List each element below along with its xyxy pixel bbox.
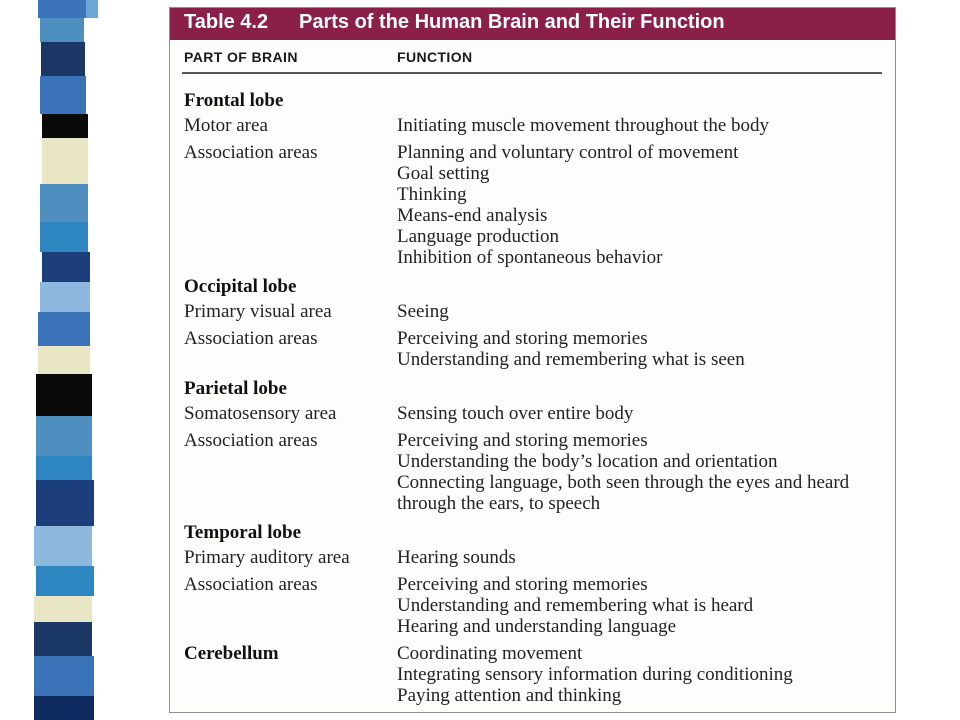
function-line: Initiating muscle movement throughout the body <box>397 115 770 136</box>
section-heading: Frontal lobe <box>184 90 284 111</box>
function-line: Perceiving and storing memories <box>397 328 648 349</box>
table-title-bar <box>170 8 895 40</box>
function-line: Coordinating movement <box>397 643 583 664</box>
part-label: Association areas <box>184 574 318 595</box>
section-heading: Cerebellum <box>184 643 279 664</box>
strip-block <box>40 282 90 312</box>
function-line: Goal setting <box>397 163 490 184</box>
decorative-strip <box>0 0 110 720</box>
part-label: Primary auditory area <box>184 547 350 568</box>
function-line: Integrating sensory information during conditioning <box>397 664 793 685</box>
table-panel <box>169 7 896 713</box>
part-label: Association areas <box>184 142 318 163</box>
section-heading: Occipital lobe <box>184 276 297 297</box>
strip-block <box>40 222 88 252</box>
strip-block <box>38 312 90 346</box>
function-line: Connecting language, both seen through the eyes and heard <box>397 472 850 493</box>
function-line: Planning and voluntary control of movement <box>397 142 739 163</box>
strip-block <box>40 76 86 114</box>
function-line: Sensing touch over entire body <box>397 403 634 424</box>
column-header-function: FUNCTION <box>397 49 473 65</box>
section-heading: Temporal lobe <box>184 522 301 543</box>
function-line: Understanding the body’s location and orientation <box>397 451 778 472</box>
strip-block <box>36 416 92 456</box>
strip-block <box>42 138 88 184</box>
strip-block <box>36 456 92 480</box>
table-title: Parts of the Human Brain and Their Function <box>299 11 725 33</box>
strip-block <box>42 252 90 282</box>
function-line: Perceiving and storing memories <box>397 430 648 451</box>
part-label: Association areas <box>184 430 318 451</box>
part-label: Motor area <box>184 115 268 136</box>
function-line: Understanding and remembering what is heard <box>397 595 754 616</box>
strip-block <box>42 114 88 138</box>
part-label: Somatosensory area <box>184 403 337 424</box>
strip-block <box>41 42 85 76</box>
function-line: Understanding and remembering what is seen <box>397 349 745 370</box>
function-line: Thinking <box>397 184 467 205</box>
strip-block <box>34 696 94 720</box>
function-line: Hearing sounds <box>397 547 516 568</box>
strip-block <box>34 622 92 656</box>
part-label: Association areas <box>184 328 318 349</box>
strip-block <box>40 18 84 42</box>
strip-block <box>38 346 90 374</box>
strip-block <box>34 656 94 696</box>
function-line: Means-end analysis <box>397 205 548 226</box>
strip-block <box>34 596 92 622</box>
function-line: Inhibition of spontaneous behavior <box>397 247 663 268</box>
strip-block <box>38 0 86 18</box>
function-line: Language production <box>397 226 559 247</box>
function-line: Hearing and understanding language <box>397 616 677 637</box>
strip-block <box>36 374 92 416</box>
function-line: through the ears, to speech <box>397 493 601 514</box>
strip-block <box>36 480 94 526</box>
part-label: Primary visual area <box>184 301 332 322</box>
function-line: Paying attention and thinking <box>397 685 622 706</box>
function-line: Seeing <box>397 301 449 322</box>
header-divider <box>182 72 882 74</box>
section-heading: Parietal lobe <box>184 378 287 399</box>
strip-block <box>86 0 98 18</box>
strip-block <box>36 566 94 596</box>
table-number: Table 4.2 <box>184 11 269 33</box>
function-line: Perceiving and storing memories <box>397 574 648 595</box>
strip-block <box>40 184 88 222</box>
column-header-part: PART OF BRAIN <box>184 49 298 65</box>
strip-block <box>34 526 92 566</box>
